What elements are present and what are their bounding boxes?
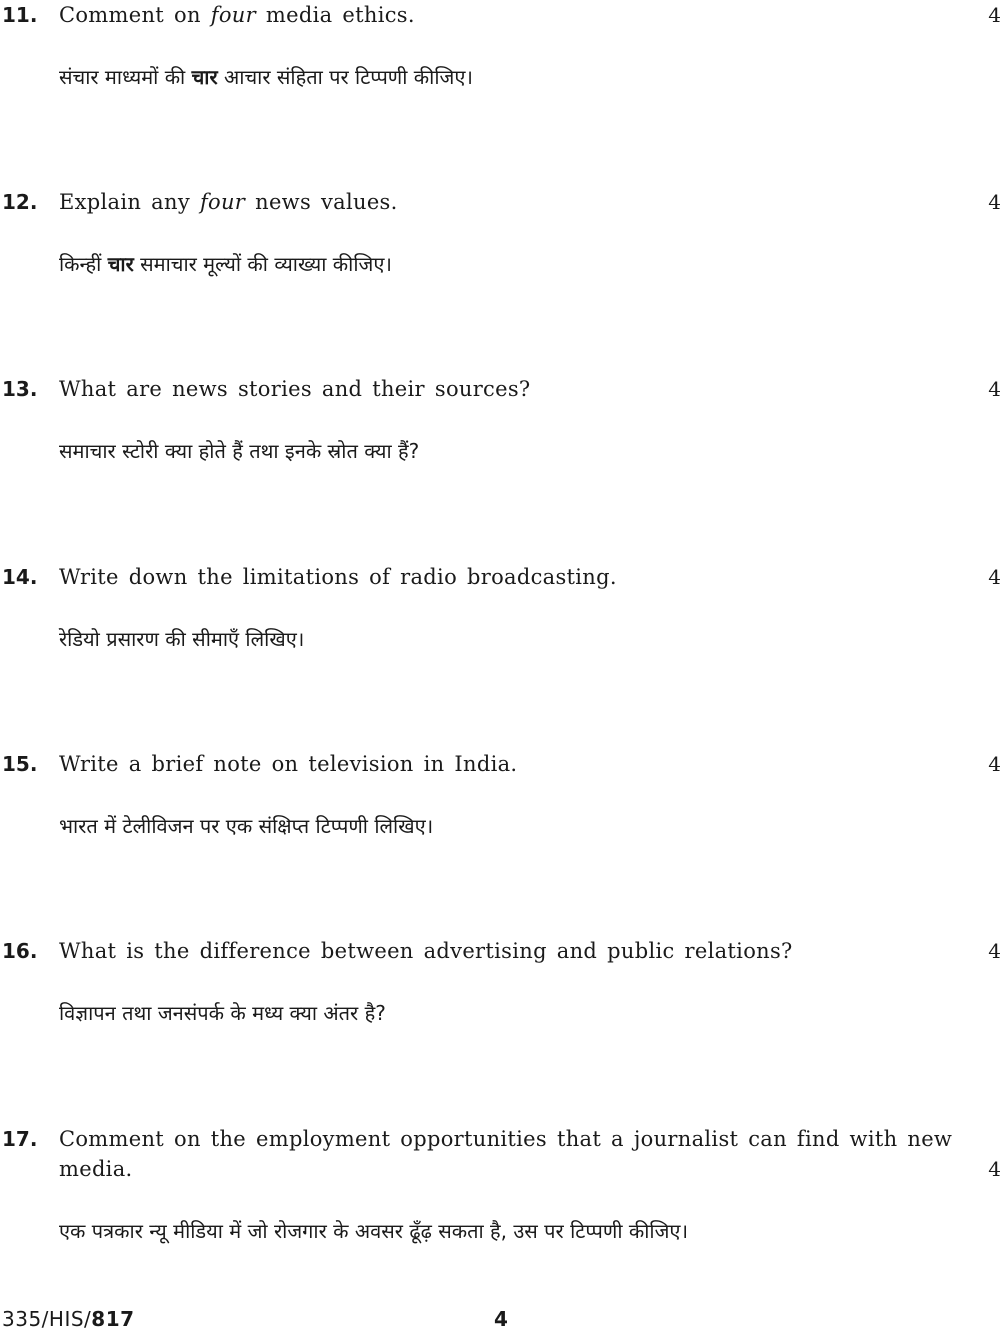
bold-text: चार [191,65,218,89]
bold-text: चार [107,252,134,276]
question-text-english: Write a brief note on television in India. [59,752,518,776]
text-part: समाचार मूल्यों की व्याख्या कीजिए। [133,252,392,276]
question-marks: 4 [988,1157,1001,1181]
question-number: 14. [2,565,38,589]
question-text-hindi: समाचार स्टोरी क्या होते हैं तथा इनके स्रोत क्या हैं? [59,439,420,463]
question-number: 12. [2,190,38,214]
question-text-hindi: विज्ञापन तथा जनसंपर्क के मध्य क्या अंतर है? [59,1001,386,1025]
emphasis-text: four [210,3,256,27]
question-text-english: What are news stories and their sources? [59,377,531,401]
paper-code-number: 817 [91,1307,135,1331]
question-marks: 4 [988,939,1001,963]
question-text-english: Write down the limitations of radio broadcasting. [59,565,617,589]
text-line: Comment on the employment opportunities that a journalist can find with new [59,1127,953,1151]
question-marks: 4 [988,565,1001,589]
text-part: संचार माध्यमों की [59,65,192,89]
text-part: किन्हीं [59,252,108,276]
text-part: Explain any [59,190,200,214]
question-text-english [59,1124,959,1184]
emphasis-text: four [199,190,246,214]
text-part: news values. [245,190,398,214]
question-marks: 4 [988,3,1001,27]
question-text-hindi [59,249,959,279]
paper-code [2,1306,135,1332]
question-text-hindi [59,62,959,92]
question-marks: 4 [988,377,1001,401]
question-number: 15. [2,752,38,776]
question-number: 11. [2,3,38,27]
text-part: आचार संहिता पर टिप्पणी कीजिए। [217,65,474,89]
question-text-english: What is the difference between advertising and public relations? [59,939,793,963]
question-text-english [59,0,959,30]
text-part: media ethics. [255,3,415,27]
question-text-hindi: रेडियो प्रसारण की सीमाएँ लिखिए। [59,627,305,651]
text-part: Comment on [59,3,211,27]
text-line: media. [59,1157,133,1181]
question-number: 13. [2,377,38,401]
question-number: 16. [2,939,38,963]
question-text-hindi: भारत में टेलीविजन पर एक संक्षिप्त टिप्पणी लिखिए। [59,814,434,838]
paper-code-prefix: 335/HIS/ [2,1307,92,1331]
question-number: 17. [2,1127,38,1151]
question-text-english [59,187,959,217]
page-number: 4 [494,1307,508,1331]
question-text-hindi: एक पत्रकार न्यू मीडिया में जो रोजगार के अवसर ढूँढ़ सकता है, उस पर टिप्पणी कीजिए। [59,1219,689,1243]
question-marks: 4 [988,190,1001,214]
question-marks: 4 [988,752,1001,776]
